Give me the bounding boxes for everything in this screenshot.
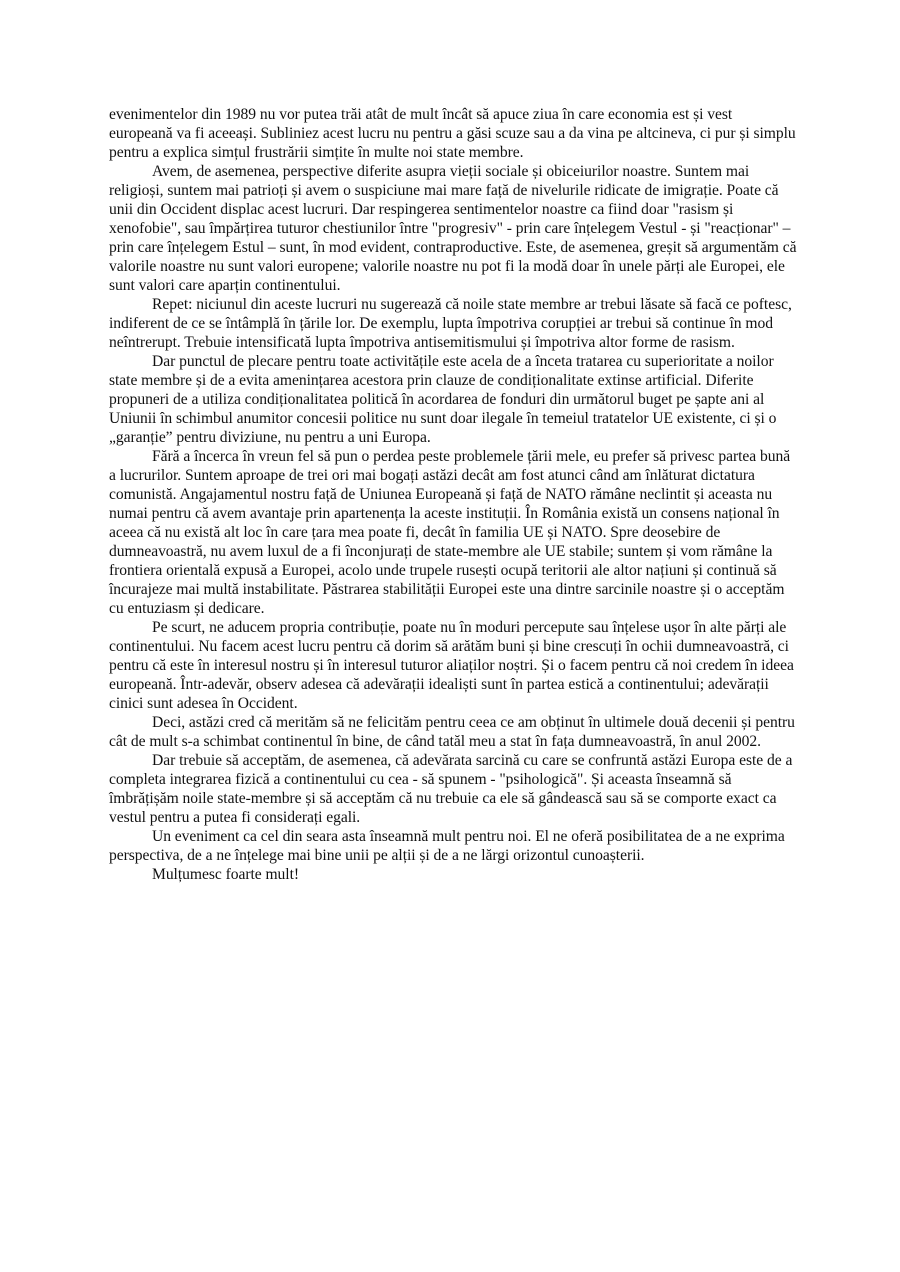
- paragraph-congratulate: Deci, astăzi cred că merităm să ne felicităm pentru ceea ce am obținut în ultimele două decenii și pentru cât de mult s-a schimbat continentul în bine, de când tatăl meu a stat în fața dumneavoastră, în anul 2002.: [109, 714, 795, 750]
- paragraph-event: Un eveniment ca cel din seara asta înseamnă mult pentru noi. El ne oferă posibilitatea de a ne exprima perspectiva, de a ne înțelege mai bine unii pe alții și de a ne lărgi orizontul cunoașterii.: [109, 828, 785, 864]
- paragraph-continuation: evenimentelor din 1989 nu vor putea trăi atât de mult încât să apuce ziua în care economia est și vest europeană va fi aceeași. Subliniez acest lucru nu pentru a găsi scuze sau a da vina pe altcineva, ci pur și simplu pentru a explica simțul frustrării simțite în multe noi state membre.: [109, 106, 796, 161]
- paragraph-contribution: Pe scurt, ne aducem propria contribuție, poate nu în moduri percepute sau înțelese ușor în alte părți ale continentului. Nu facem acest lucru pentru că dorim să arătăm buni și bine crescuți în ochii dumneavoastră, ci pentru că este în interesul nostru și în interesul tuturor aliaților noștri. Și o facem pentru că noi credem în ideea europeană. Într-adevăr, observ adesea că adevărații idealiști sunt în partea estică a continentului; adevărații cinici sunt adesea în Occident.: [109, 619, 794, 712]
- paragraph-social-perspectives: Avem, de asemenea, perspective diferite asupra vieții sociale și obiceiurilor noastre. Suntem mai religioși, suntem mai patrioți și avem o suspiciune mai mare față de nivelurile ridicate de imigrație. Poate că unii din Occident displac acest lucruri. Dar respingerea sentimentelor noastre ca fiind doar "rasism și xenofobie", sau împărțirea tuturor chestiunilor între "progresiv" - prin care înțelegem Vestul - și "reacționar" – prin care înțelegem Estul – sunt, în mod evident, contraproductive. Este, de asemenea, greșit să argumentăm că valorile noastre nu sunt valori europene; valorile noastre nu pot fi la modă doar în unele părți ale Europei, ele sunt valori care aparțin continentului.: [109, 163, 797, 294]
- paragraph-romania-commitment: Fără a încerca în vreun fel să pun o perdea peste problemele țării mele, eu prefer să privesc partea bună a lucrurilor. Suntem aproape de trei ori mai bogați astăzi decât am fost atunci când am înlăturat dictatura comunistă. Angajamentul nostru față de Uniunea Europeană și față de NATO rămâne neclintit și aceasta nu numai pentru că avem avantaje prin apartenența la aceste instituții. În România există un consens național în aceea că nu există alt loc în care țara mea poate fi, decât în familia UE și NATO. Spre deosebire de dumneavoastră, nu avem luxul de a fi înconjurați de state-membre ale UE stabile; suntem și vom rămâne la frontiera orientală expusă a Europei, acolo unde trupele rusești ocupă teritorii ale altor națiuni și continuă să încurajeze mai multă instabilitate. Păstrarea stabilității Europei este una dintre sarcinile noastre și o acceptăm cu entuziasm și dedicare.: [109, 448, 791, 617]
- paragraph-thanks: Mulțumesc foarte mult!: [152, 866, 300, 883]
- document-body: [109, 105, 799, 884]
- paragraph-psychological-integration: Dar trebuie să acceptăm, de asemenea, că adevărata sarcină cu care se confruntă astăzi Europa este de a completa integrarea fizică a continentului cu cea - să spunem - "psihologică". Și aceasta înseamnă să îmbrățișăm noile state-membre și să acceptăm că nu trebuie ca ele să gândească sau să se comporte exact ca vestul pentru a putea fi considerați egali.: [109, 752, 793, 826]
- paragraph-corruption: Repet: niciunul din aceste lucruri nu sugerează că noile state membre ar trebui lăsate să facă ce poftesc, indiferent de ce se întâmplă în țările lor. De exemplu, lupta împotriva corupției ar trebui să continue în mod neîntrerupt. Trebuie intensificată lupta împotriva antisemitismului și împotriva altor forme de rasism.: [109, 296, 792, 351]
- paragraph-conditionality: Dar punctul de plecare pentru toate activitățile este acela de a înceta tratarea cu superioritate a noilor state membre și de a evita amenințarea acestora prin clauze de condiționalitate extinse artificial. Diferite propuneri de a utiliza condiționalitatea politică în acordarea de fonduri din următorul buget pe șapte ani al Uniunii în schimbul anumitor concesii politice nu sunt doar ilegale în temeiul tratatelor UE existente, ci și o „garanție” pentru diviziune, nu pentru a uni Europa.: [109, 353, 777, 446]
